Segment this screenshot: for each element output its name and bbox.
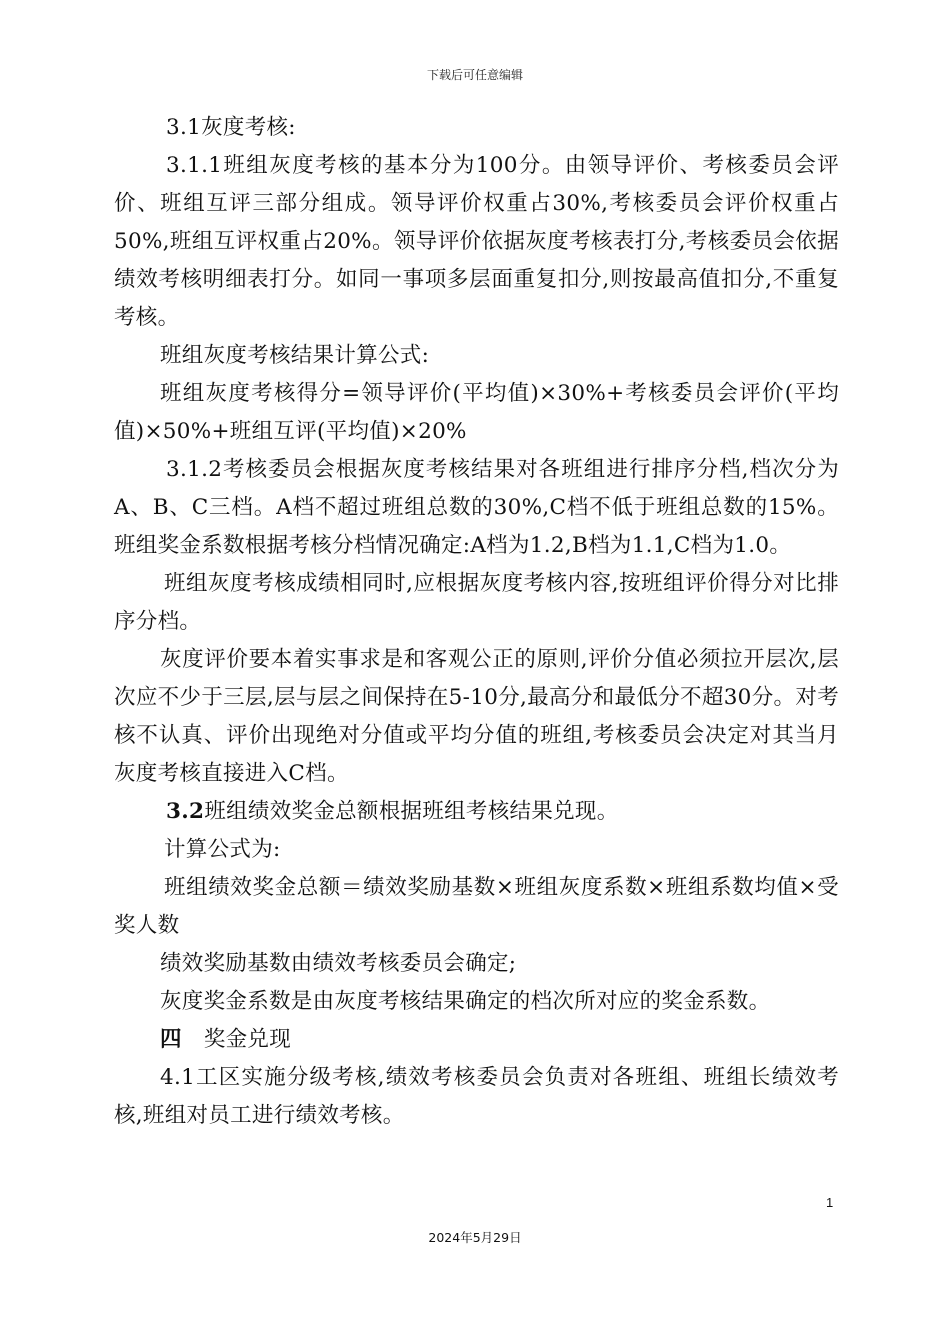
formula-intro: 班组灰度考核结果计算公式: <box>160 343 430 368</box>
paragraph-evaluation-principle: 灰度评价要本着实事求是和客观公正的原则,评价分值必须拉开层次,层次应不少于三层,层与层之间保持在5-10分,最高分和最低分不超30分。对考核不认真、评价出现绝对分值或平均分值的班组,考核委员会决定对其当月灰度考核直接进入C档。 <box>114 647 839 786</box>
formula-bonus-total: 班组绩效奖金总额＝绩效奖励基数×班组灰度系数×班组系数均值×受奖人数 <box>114 875 839 938</box>
paragraph-bonus-coefficient: 灰度奖金系数是由灰度考核结果确定的档次所对应的奖金系数。 <box>160 989 771 1014</box>
section-3-1-heading: 3.1灰度考核: <box>166 115 296 140</box>
page-header: 下载后可任意编辑 <box>426 68 523 82</box>
paragraph-3-1-2: 3.1.2考核委员会根据灰度考核结果对各班组进行排序分档,档次分为A、B、C三档。A档不超过班组总数的30%,C档不低于班组总数的15%。班组奖金系数根据考核分档情况确定:A档为1.2,B档为1.1,C档为1.0。 <box>114 457 839 558</box>
section-3-2-heading <box>114 793 839 831</box>
section-3-2-text: 班组绩效奖金总额根据班组考核结果兑现。 <box>204 799 619 824</box>
formula-grey-score: 班组灰度考核得分=领导评价(平均值)×30%+考核委员会评价(平均值)×50%+班组互评(平均值)×20% <box>114 381 839 444</box>
section-4-heading <box>114 1021 839 1059</box>
section-4-number: 四 <box>160 1027 182 1052</box>
footer-date: 2024年5月29日 <box>428 1230 522 1245</box>
paragraph-3-1-1: 3.1.1班组灰度考核的基本分为100分。由领导评价、考核委员会评价、班组互评三部分组成。领导评价权重占30%,考核委员会评价权重占50%,班组互评权重占20%。领导评价依据灰度考核表打分,考核委员会依据绩效考核明细表打分。如同一事项多层面重复扣分,则按最高值扣分,不重复考核。 <box>114 153 839 330</box>
formula-label: 计算公式为: <box>164 837 281 862</box>
paragraph-tie-rule: 班组灰度考核成绩相同时,应根据灰度考核内容,按班组评价得分对比排序分档。 <box>114 571 839 634</box>
document-body <box>114 109 839 1135</box>
paragraph-bonus-base: 绩效奖励基数由绩效考核委员会确定; <box>160 951 517 976</box>
section-3-2-number: 3.2 <box>166 799 205 824</box>
page-number: 1 <box>826 1195 834 1210</box>
section-4-title: 奖金兑现 <box>203 1027 292 1052</box>
paragraph-4-1: 4.1工区实施分级考核,绩效考核委员会负责对各班组、班组长绩效考核,班组对员工进行绩效考核。 <box>114 1065 839 1128</box>
